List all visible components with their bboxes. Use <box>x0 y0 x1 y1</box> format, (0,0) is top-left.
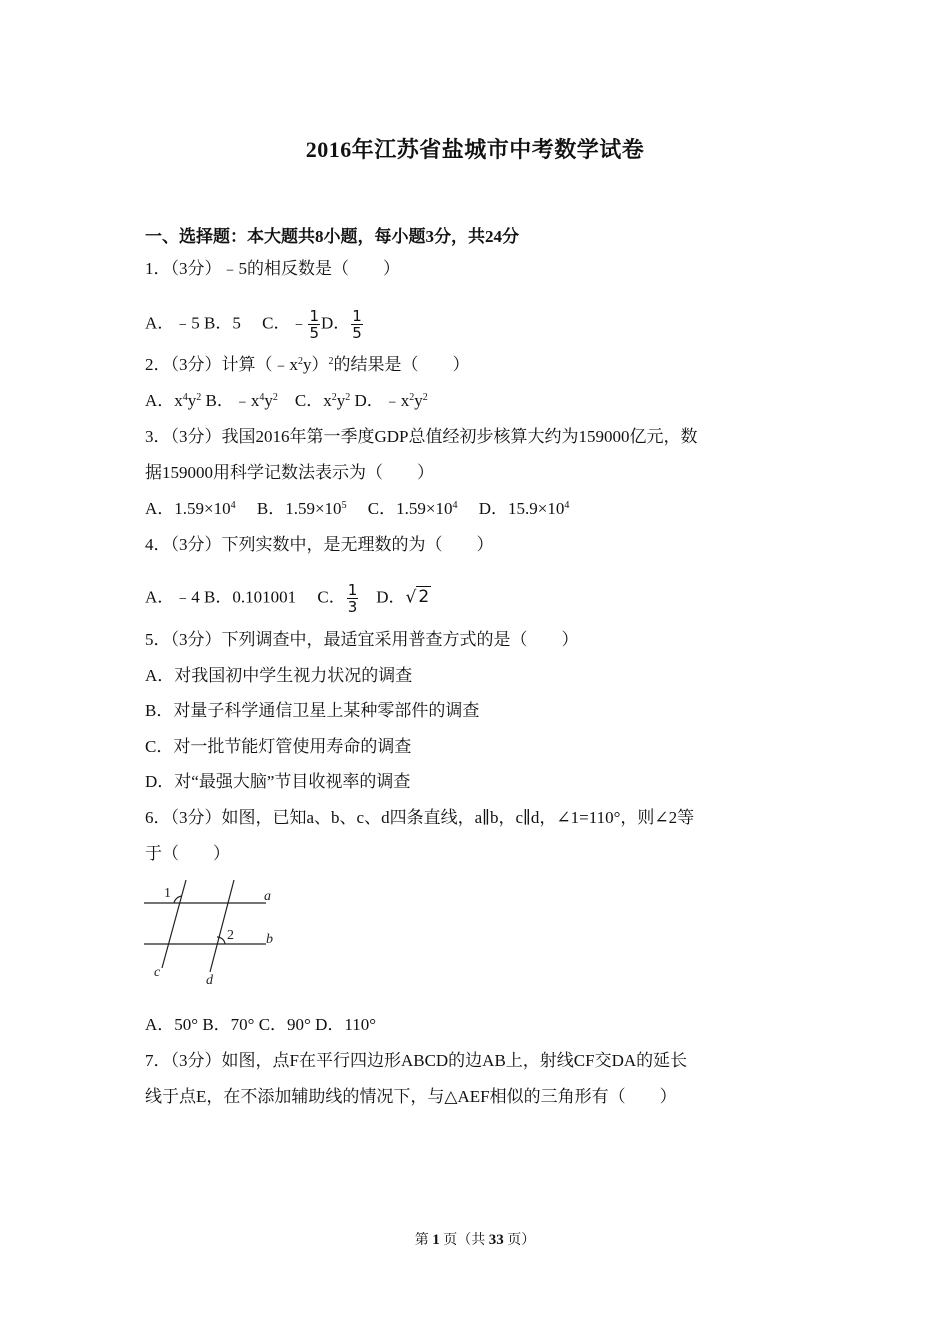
q6-line1: 6．（3分）如图，已知a、b、c、d四条直线，a∥b，c∥d，∠1=110°，则∠2等 <box>145 808 695 827</box>
q3-opt-a-exp: 4 <box>230 500 236 511</box>
q1-c-den: 5 <box>309 324 320 342</box>
page-title: 2016年江苏省盐城市中考数学试卷 <box>305 137 645 162</box>
q2-opt-b-s2: 2 <box>272 392 278 403</box>
q3-opt-b: B．1.59×10 <box>235 499 342 518</box>
q5-option-d: D．对“最强大脑”节目收视率的调查 <box>145 772 411 791</box>
q2-opt-b-pre: B．﹣x <box>201 391 260 410</box>
q1-stem: 1．（3分）﹣5的相反数是（ ） <box>145 259 400 278</box>
angle-1-label: 1 <box>164 886 171 901</box>
q5-stem: 5．（3分）下列调查中，最适宜采用普查方式的是（ ） <box>145 630 579 649</box>
label-a: a <box>264 889 271 904</box>
page-footer <box>0 1229 950 1249</box>
q2-stem <box>145 354 470 376</box>
q5-option-a: A．对我国初中学生视力状况的调查 <box>145 666 413 685</box>
q2-opt-a-s1: 4 <box>182 392 188 403</box>
q3-opt-d: D．15.9×10 <box>457 499 565 518</box>
q6-line2: 于（ ） <box>145 844 230 863</box>
q1-c-fraction <box>308 308 320 341</box>
q1-c-sign: ﹣ <box>290 313 308 333</box>
q1-options <box>145 308 364 341</box>
q5-option-c: C．对一批节能灯管使用寿命的调查 <box>145 737 412 756</box>
q2-stem-a: 2．（3分）计算（﹣x <box>145 355 298 374</box>
q2-stem-sup2: 2 <box>328 356 334 367</box>
q1-d-fraction <box>351 308 363 341</box>
footer-page-number: 1 <box>432 1232 440 1248</box>
angle-2-label: 2 <box>227 928 234 943</box>
q2-options <box>145 390 428 412</box>
q4-c-num: 1 <box>347 581 358 599</box>
q3-options <box>145 498 569 520</box>
label-d: d <box>206 973 213 988</box>
q2-opt-c-pre: C．x <box>277 391 332 410</box>
footer-post: 页） <box>507 1233 536 1248</box>
q3-line1: 3．（3分）我国2016年第一季度GDP总值经初步核算大约为159000亿元，数 <box>145 427 698 446</box>
q2-stem-c: 的结果是（ ） <box>333 355 470 374</box>
footer-total-pages: 33 <box>488 1232 504 1248</box>
q5-option-b: B．对量子科学通信卫星上某种零部件的调查 <box>145 701 480 720</box>
q7-line1: 7．（3分）如图，点F在平行四边形ABCD的边AB上，射线CF交DA的延长 <box>145 1051 688 1070</box>
q2-opt-d-mid: y <box>414 391 423 410</box>
q4-stem: 4．（3分）下列实数中，是无理数的为（ ） <box>145 535 494 554</box>
q3-opt-c-exp: 4 <box>452 500 458 511</box>
q3-opt-d-exp: 4 <box>564 500 570 511</box>
q4-d-label: D． <box>376 587 406 607</box>
q2-stem-sup: 2 <box>298 356 303 367</box>
q4-opt-abc: A．﹣4 B．0.101001 C． <box>145 587 346 607</box>
q3-line2: 据159000用科学记数法表示为（ ） <box>145 463 434 482</box>
q2-opt-d-s1: 2 <box>409 392 415 403</box>
section-heading: 一、选择题：本大题共8小题，每小题3分，共24分 <box>145 227 519 246</box>
q2-opt-a-s2: 2 <box>196 392 202 403</box>
q2-stem-b: y） <box>303 355 329 374</box>
q6-options: A．50° B．70° C．90° D．110° <box>145 1015 377 1034</box>
q4-c-fraction <box>347 582 359 615</box>
q2-opt-d-s2: 2 <box>422 392 428 403</box>
q1-d-label: D． <box>321 313 351 333</box>
q2-opt-d-pre: D．﹣x <box>350 391 410 410</box>
q1-c-num: 1 <box>309 307 320 325</box>
footer-pre: 第 <box>414 1233 429 1248</box>
q2-opt-a-pre: A．x <box>145 391 183 410</box>
q2-opt-c-s1: 2 <box>331 392 337 403</box>
q4-c-den: 3 <box>347 598 358 616</box>
q1-d-den: 5 <box>352 324 362 342</box>
label-b: b <box>266 932 273 947</box>
q3-opt-b-exp: 5 <box>341 500 347 511</box>
q2-opt-a-mid: y <box>187 391 197 410</box>
q3-opt-c: C．1.59×10 <box>346 499 453 518</box>
line-d <box>210 880 234 972</box>
q4-d-sqrt: √ 2 <box>405 587 430 608</box>
q6-figure <box>138 876 288 990</box>
q1-option-ab: A．﹣5 B．5 C． <box>145 313 291 333</box>
q3-opt-a: A．1.59×10 <box>145 499 231 518</box>
q7-line2: 线于点E，在不添加辅助线的情况下，与△AEF相似的三角形有（ ） <box>145 1087 677 1106</box>
q2-opt-c-s2: 2 <box>345 392 351 403</box>
q4-d-radicand: 2 <box>418 587 430 608</box>
q2-opt-b-s1: 4 <box>259 392 265 403</box>
q4-options <box>145 582 431 615</box>
label-c: c <box>154 965 161 980</box>
q1-d-num: 1 <box>352 307 362 325</box>
q2-opt-c-mid: y <box>336 391 346 410</box>
q2-opt-b-mid: y <box>264 391 273 410</box>
footer-mid: 页（共 <box>443 1233 486 1248</box>
